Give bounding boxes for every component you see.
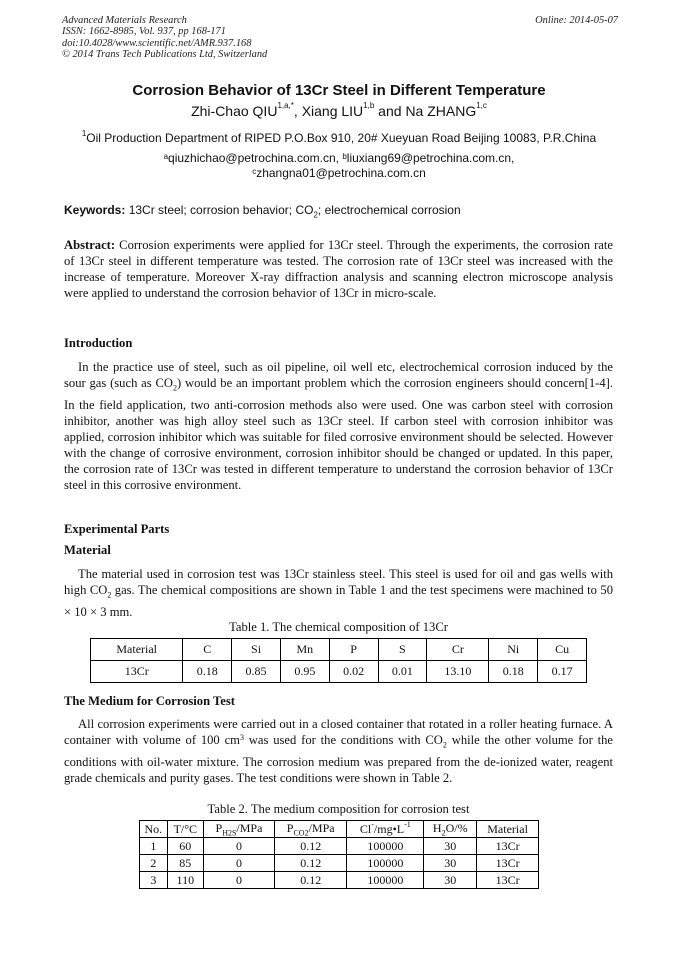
table-caption: Table 2. The medium composition for corrosion test (207, 802, 470, 816)
author-name: Na ZHANG (405, 103, 477, 119)
email-sup: a (163, 152, 169, 161)
table-cell: 0.12 (275, 855, 347, 872)
intro-paragraph (64, 359, 613, 493)
header-sup: -1 (404, 819, 411, 829)
affiliation (62, 131, 616, 145)
author-sup: 1,c (476, 101, 487, 110)
author-name: Xiang LIU (301, 103, 364, 119)
header-text: Cl (359, 821, 372, 836)
affiliation-text: Oil Production Department of RIPED P.O.Box 910, 20# Xueyuan Road Beijing 10083, P.R.China (86, 131, 597, 145)
author-sup: 1,a,* (277, 101, 294, 110)
keywords-text: 13Cr steel; corrosion behavior; CO (125, 203, 314, 217)
table-header-cell: Material (91, 639, 183, 661)
header-unit: /MPa (308, 821, 335, 835)
table-cell: 0.95 (280, 661, 329, 683)
author-sep: , (293, 103, 302, 119)
table-cell: 100000 (347, 838, 424, 855)
paper-title: Corrosion Behavior of 13Cr Steel in Different Temperature (132, 82, 546, 99)
email-link[interactable]: zhangna01@petrochina.com.cn (256, 166, 426, 180)
table-header-cell (203, 821, 274, 838)
paragraph-text: gas. The chemical compositions are shown in Table 1 and the test specimens were machined to 50 × 10 × 3 mm. (64, 583, 613, 619)
superscript: 3 (239, 733, 244, 742)
keywords-text: ; electrochemical corrosion (317, 203, 461, 217)
section-heading: Experimental Parts (64, 522, 170, 536)
header-text: P (215, 821, 223, 835)
table-cell: 60 (167, 838, 203, 855)
table-cell: 30 (424, 872, 477, 889)
table-cell: 2 (140, 855, 168, 872)
table-header-cell (275, 821, 347, 838)
paragraph-text: All corrosion experiments were carried out in a closed container that rotated in a roller heating furnace. A container with volume of 100 cm (64, 717, 613, 747)
journal-name: Advanced Materials Research (62, 15, 187, 26)
author-name: Zhi-Chao QIU (191, 103, 278, 119)
email-link[interactable]: liuxiang69@petrochina.com.cn, (346, 151, 515, 165)
table-cell: 13Cr (477, 872, 539, 889)
table-header-cell: S (378, 639, 427, 661)
email-link[interactable]: qiuzhichao@petrochina.com.cn, (168, 151, 343, 165)
table-cell: 1 (140, 838, 168, 855)
affiliation-sup: 1 (81, 129, 87, 138)
table-header-row (91, 639, 587, 661)
author-emails (62, 151, 616, 181)
keywords (64, 203, 616, 219)
header-sup: - (371, 819, 374, 829)
table-header-cell: P (329, 639, 378, 661)
table-row (140, 838, 539, 855)
header-unit: /MPa (236, 821, 263, 835)
table-cell: 110 (167, 872, 203, 889)
paragraph-text: ) would be an important problem which the corrosion engineers should concern[1-4]. In the field application, two anti-corrosion methods also were used. One was carbon steel with corrosion inhibitor, another was high alloy steel such as 13Cr steel. If carbon steel with corrosion inhibitor was applied, corrosion inhibitor which was suitable for filed corrosive environment should be selected. However with the change of corrosive environment, corrosion inhibitor should be changed or updated. In this paper, the corrosion rate of 13Cr was tested in different temperature to understand the corrosion behavior of 13Cr steel in this corrosive environment. (64, 376, 614, 492)
table-header-cell (424, 821, 477, 838)
table-cell: 0.17 (538, 661, 587, 683)
header-text: H (432, 821, 442, 835)
table-cell: 0.18 (489, 661, 538, 683)
table-cell: 30 (424, 855, 477, 872)
copyright: © 2014 Trans Tech Publications Ltd, Switzerland (62, 49, 268, 61)
table-row (91, 661, 587, 683)
table-header-cell: C (183, 639, 232, 661)
table-header-cell: Material (477, 821, 539, 838)
paragraph-text: while the other volume for the conditions with oil-water mixture. The corrosion medium was prepared from the de-ionized water, reagent grade chemicals and purity gases. The test conditions were shown in Table 2. (64, 733, 613, 785)
paragraph-text: In the practice use of steel, such as oil pipeline, oil well etc, electrochemical corrosion induced by the sour gas (such as CO (64, 360, 613, 390)
table-cell: 85 (167, 855, 203, 872)
subsection-heading: Material (64, 543, 111, 557)
header-text: P (286, 821, 294, 835)
table-header-row (140, 821, 539, 838)
table-cell: 3 (140, 872, 168, 889)
subscript: 2 (442, 740, 447, 750)
header-sub: 2 (441, 828, 446, 838)
table-cell: 13.10 (427, 661, 489, 683)
table-header-cell: Cr (427, 639, 489, 661)
abstract (64, 237, 613, 301)
header-unit: O/% (445, 821, 468, 835)
table-header-cell: T/°C (167, 821, 203, 838)
keywords-sub: 2 (313, 210, 318, 220)
table-cell: 0.12 (275, 872, 347, 889)
table-header-cell: Mn (280, 639, 329, 661)
table-cell: 100000 (347, 855, 424, 872)
section-heading: Introduction (64, 336, 133, 350)
table-cell: 0 (203, 838, 274, 855)
table-cell: 13Cr (477, 855, 539, 872)
table-cell: 0.85 (232, 661, 281, 683)
table-cell: 13Cr (91, 661, 183, 683)
table-cell: 0 (203, 872, 274, 889)
table-header-cell: Si (232, 639, 281, 661)
header-unit: /mg•L (373, 821, 405, 836)
table-cell: 0.12 (275, 838, 347, 855)
table-cell: 0.02 (329, 661, 378, 683)
header-sub: CO2 (293, 828, 309, 838)
doi: doi:10.4028/www.scientific.net/AMR.937.168 (62, 37, 252, 49)
table-header-cell: Cu (538, 639, 587, 661)
abstract-label: Abstract: (64, 238, 116, 252)
table-cell: 0.01 (378, 661, 427, 683)
email-sup: c (252, 167, 257, 176)
paragraph-text: was used for the conditions with CO (243, 733, 443, 747)
header-sub: H2S (222, 828, 237, 838)
table-header-cell: Ni (489, 639, 538, 661)
medium-table (139, 820, 539, 889)
subsection-heading: The Medium for Corrosion Test (64, 694, 235, 708)
composition-table (90, 638, 587, 683)
table-row (140, 855, 539, 872)
subscript: 2 (107, 590, 112, 600)
email-sup: b (342, 152, 347, 161)
table-header-cell: No. (140, 821, 168, 838)
online-date: Online: 2014-05-07 (535, 15, 618, 26)
keywords-label: Keywords: (64, 203, 126, 217)
table-cell: 30 (424, 838, 477, 855)
table-cell: 13Cr (477, 838, 539, 855)
subscript: 2 (172, 383, 177, 393)
paragraph-text: The material used in corrosion test was 13Cr stainless steel. This steel is used for oil and gas wells with high CO (64, 567, 613, 597)
journal-header (62, 15, 618, 61)
medium-paragraph (64, 716, 613, 786)
abstract-text: Corrosion experiments were applied for 13Cr steel. Through the experiments, the corrosion rate of 13Cr steel in different temperature was tested. The corrosion rate of 13Cr steel was increased with the increase of temperature. Moreover X-ray diffraction analysis and scanning electron microscope analysis were applied to understand the corrosion behavior of 13Cr in micro-scale. (64, 238, 613, 300)
table-caption: Table 1. The chemical composition of 13Cr (229, 620, 448, 634)
table-cell: 0.18 (183, 661, 232, 683)
author-sup: 1,b (363, 101, 375, 110)
material-paragraph (64, 566, 613, 620)
table-header-cell (347, 821, 424, 838)
table-cell: 100000 (347, 872, 424, 889)
author-sep: and (374, 103, 406, 119)
table-row (140, 872, 539, 889)
issn: ISSN: 1662-8985, Vol. 937, pp 168-171 (62, 26, 226, 38)
author-list (62, 103, 616, 119)
table-cell: 0 (203, 855, 274, 872)
